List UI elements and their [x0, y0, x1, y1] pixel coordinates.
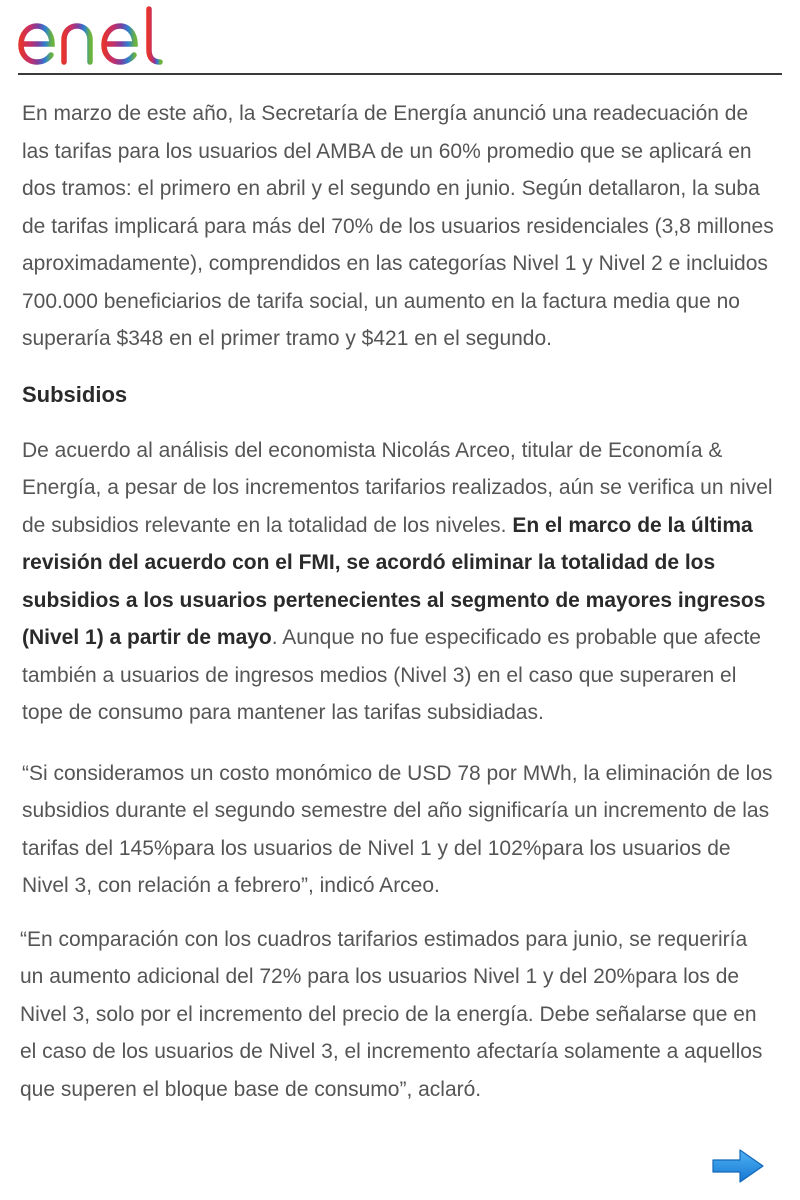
- section-heading: Subsidios: [22, 381, 128, 407]
- article-paragraph: [22, 432, 774, 732]
- quote-paragraph: “En comparación con los cuadros tarifarios estimados para junio, se requeriría un aumento adicional del 72% para los usuarios Nivel 1 y del 20%para los de Nivel 3, solo por el incremento del precio de la energía. Debe señalarse que en el caso de los usuarios de Nivel 3, el incremento afectaría solamente a aquellos que superen el bloque base de consumo”, aclaró.: [20, 927, 763, 1101]
- paragraph-text: De acuerdo al análisis del economista Nicolás Arceo, titular de Economía & Energía, a pesar de los incrementos tarifarios realizados, aún se verifica un nivel de subsidios relevante en la totalidad de los niveles.: [22, 438, 773, 537]
- article-paragraph: En marzo de este año, la Secretaría de Energía anunció una readecuación de las tarifas para los usuarios del AMBA de un 60% promedio que se aplicará en dos tramos: el primero en abril y el segundo en junio. Según detallaron, la suba de tarifas implicará para más del 70% de los usuarios residenciales (3,8 millones aproximadamente), comprendidos en las categorías Nivel 1 y Nivel 2 e incluidos 700.000 beneficiarios de tarifa social, un aumento en la factura media que no superaría $348 en el primer tramo y $421 en el segundo.: [22, 102, 774, 350]
- quote-paragraph: “Si consideramos un costo monómico de USD 78 por MWh, la eliminación de los subsidios durante el segundo semestre del año significaría un incremento de las tarifas del 145%para los usuarios de Nivel 1 y del 102%para los usuarios de Nivel 3, con relación a febrero”, indicó Arceo.: [22, 761, 773, 897]
- enel-logo[interactable]: [16, 4, 182, 66]
- article-body: [22, 95, 774, 1108]
- header-divider: [18, 73, 782, 75]
- arrow-right-icon[interactable]: [710, 1146, 766, 1186]
- bold-highlight: En el marco de la última revisión del acuerdo con el FMI, se acordó eliminar la totalidad de los subsidios a los usuarios pertenecientes al segmento de mayores ingresos (Nivel 1) a partir de mayo: [22, 513, 766, 649]
- paragraph-text: . Aunque no fue especificado es probable que afecte también a usuarios de ingresos medios (Nivel 3) en el caso que superaren el tope de consumo para mantener las tarifas subsidiadas.: [22, 626, 761, 724]
- page-header: [0, 0, 800, 76]
